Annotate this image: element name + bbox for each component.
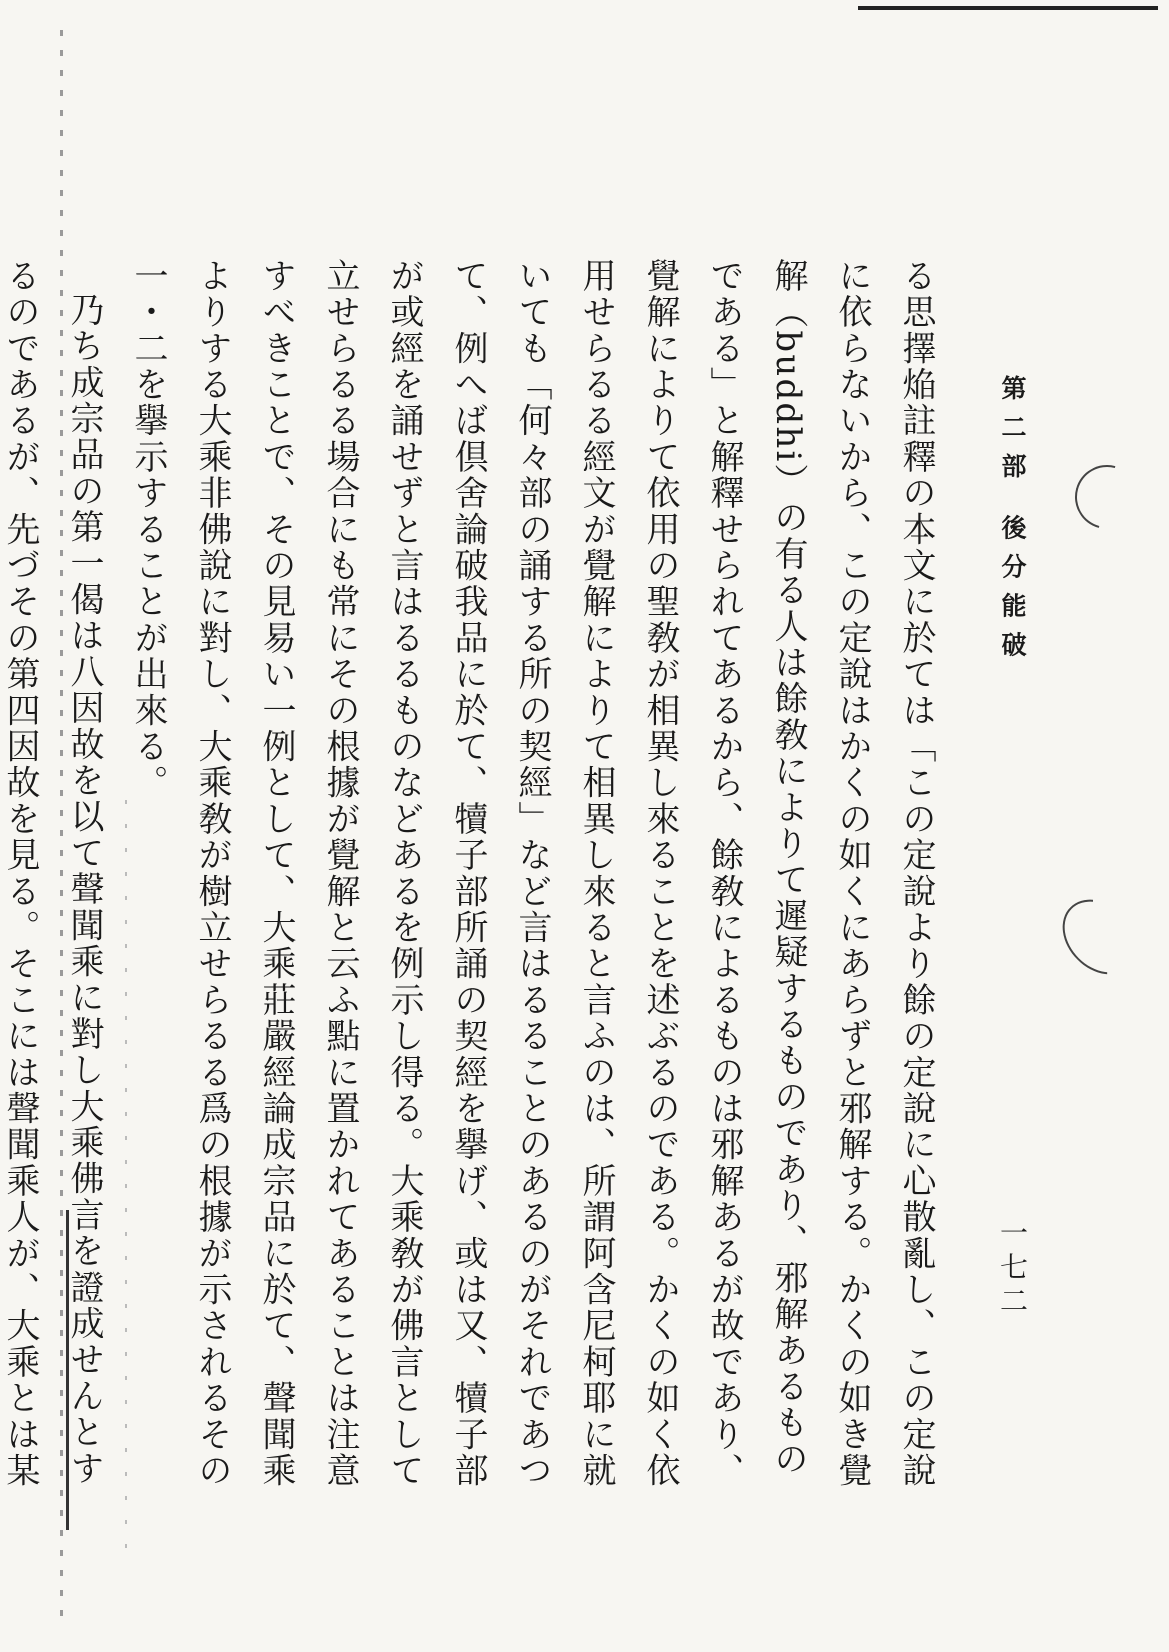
running-head: 第二部 後分能破 (998, 375, 1027, 671)
top-rule-line (858, 6, 1158, 10)
page-number: 一七二 (996, 1218, 1029, 1320)
body-text (0, 258, 948, 1498)
scan-artifact-arc (1063, 453, 1150, 540)
paragraph: 乃ち成宗品の第一偈は八因故を以て聲聞乘に對し大乘佛言を證成せんとするのであるが、先づその第四因故を見る。そこには聲聞乘人が、大乘とは某 (0, 258, 104, 1489)
scan-artifact-arc (1048, 885, 1153, 990)
paragraph: る思擇焔註釋の本文に於ては「この定說より餘の定說に心散亂し、この定說に依らないから、この定說はかくの如くにあらずと邪解する。かくの如き覺解（buddhi）の有る人は餘敎によりて遲疑するものであり、邪解あるものである」と解釋せられてあるから、餘敎によるものは邪解あるが故であり、覺解によりて依用の聖敎が相異し來ることを述ぶるのである。かくの如く依用せらるる經文が覺解によりて相異し來ると言ふのは、所謂阿含尼柯耶に就いても「何々部の誦する所の契經」など言はるることのあるのがそれであつて、例へば倶舍論破我品に於て、犢子部所誦の契經を擧げ、或は又、犢子部が或經を誦せずと言はるるものなどあるを例示し得る。大乘敎が佛言として立せらるる場合にも常にその根據が覺解と云ふ點に置かれてあることは注意すべきことで、その見易い一例として、大乘莊嚴經論成宗品に於て、聲聞乘よりする大乘非佛說に對し、大乘敎が樹立せらるる爲の根據が示されるその一・二を擧示することが出來る。 (128, 258, 936, 1489)
